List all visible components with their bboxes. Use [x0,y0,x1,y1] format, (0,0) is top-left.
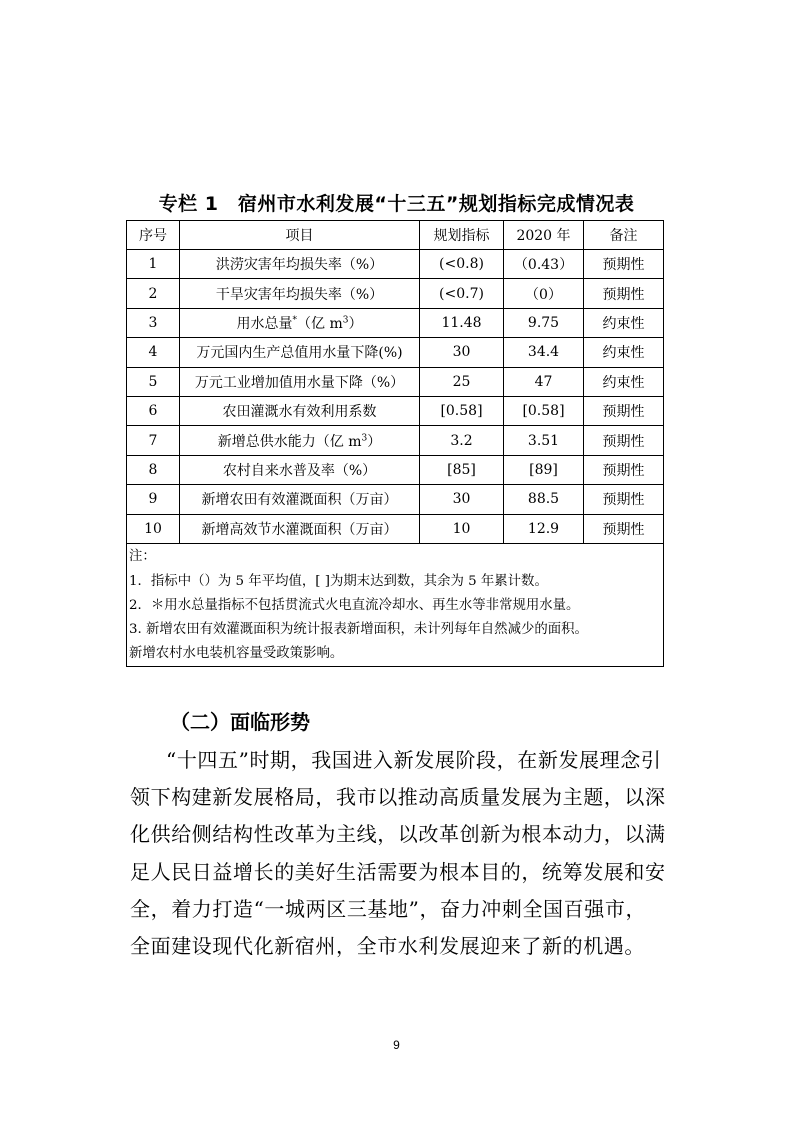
row-no: 5 [127,367,180,396]
row-actual: [89] [504,455,584,484]
table-row [127,367,664,396]
row-item [180,308,420,337]
note-label: 注： [129,548,156,564]
row-item-power: 3 [342,315,349,326]
header-target: 规划指标 [420,221,504,250]
table-title: 专栏 1 宿州市水利发展“十三五”规划指标完成情况表 [158,193,635,215]
indicator-table [126,220,664,667]
row-item-unit: （亿 m [297,315,343,332]
row-actual: 34.4 [504,338,584,367]
header-item: 项目 [180,221,420,250]
table-row [127,308,664,337]
row-target: 10 [420,514,504,543]
row-note: 预期性 [584,279,664,308]
header-actual: 2020 年 [504,221,584,250]
table-row [127,426,664,455]
row-note: 预期性 [584,485,664,514]
row-item: 新增高效节水灌溉面积（万亩） [180,514,420,543]
row-item-power: 3 [361,432,368,443]
row-note: 约束性 [584,308,664,337]
table-row [127,455,664,484]
row-target: 30 [420,338,504,367]
row-no: 10 [127,514,180,543]
header-no: 序号 [127,221,180,250]
row-note: 预期性 [584,514,664,543]
row-note: 预期性 [584,455,664,484]
paragraph-line: “十四五”时期，我国进入新发展阶段，在新发展理念引 [166,748,662,772]
header-note: 备注 [584,221,664,250]
table-row [127,279,664,308]
row-no: 8 [127,455,180,484]
row-target: 25 [420,367,504,396]
section-heading: （二）面临形势 [170,710,310,734]
row-item-text: 用水总量 [236,315,293,332]
row-item: 干旱灾害年均损失率（%） [180,279,420,308]
row-actual: 12.9 [504,514,584,543]
row-item-close: ） [348,315,363,332]
table-row [127,514,664,543]
note-line: 2．＊用水总量指标不包括贯流式火电直流冷却水、再生水等非常规用水量。 [129,597,580,613]
row-target: (<0.7) [420,279,504,308]
row-item-text: 新增总供水能力（亿 m [217,433,362,450]
row-item-close: ） [367,433,382,450]
row-actual: 9.75 [504,308,584,337]
table-notes [127,543,664,666]
table-header-row [127,221,664,250]
row-note: 约束性 [584,367,664,396]
row-item: 新增农田有效灌溉面积（万亩） [180,485,420,514]
paragraph-line: 领下构建新发展格局，我市以推动高质量发展为主题，以深 [130,785,666,810]
note-line: 1．指标中（）为 5 年平均值，[ ]为期末达到数，其余为 5 年累计数。 [129,573,548,589]
paragraph-line: 全，着力打造“一城两区三基地”，奋力冲刺全国百强市， [130,896,647,921]
row-target: 3.2 [420,426,504,455]
table-notes-row [127,543,664,666]
row-item [180,426,420,455]
row-item: 万元国内生产总值用水量下降(%) [180,338,420,367]
row-actual: 47 [504,367,584,396]
row-note: 预期性 [584,250,664,279]
row-actual: （0.43） [504,250,584,279]
table-row [127,338,664,367]
row-target: [0.58] [420,396,504,425]
row-no: 4 [127,338,180,367]
paragraph-line: 全面建设现代化新宿州，全市水利发展迎来了新的机遇。 [130,934,645,959]
row-target: (<0.8) [420,250,504,279]
page-number: 9 [393,1038,400,1052]
row-actual: 3.51 [504,426,584,455]
table-row [127,485,664,514]
row-actual: （0） [504,279,584,308]
body-paragraph [130,742,670,965]
row-actual: 88.5 [504,485,584,514]
row-note: 预期性 [584,396,664,425]
row-target: 30 [420,485,504,514]
note-line: 新增农村水电装机容量受政策影响。 [129,645,344,661]
row-no: 7 [127,426,180,455]
table-row [127,250,664,279]
row-item: 农田灌溉水有效利用系数 [180,396,420,425]
row-no: 1 [127,250,180,279]
table-row [127,396,664,425]
row-actual: [0.58] [504,396,584,425]
row-note: 预期性 [584,426,664,455]
row-no: 2 [127,279,180,308]
row-item: 农村自来水普及率（%） [180,455,420,484]
row-target: 11.48 [420,308,504,337]
row-item: 洪涝灾害年均损失率（%） [180,250,420,279]
paragraph-line: 化供给侧结构性改革为主线，以改革创新为根本动力，以满 [130,822,666,847]
row-note: 约束性 [584,338,664,367]
row-no: 6 [127,396,180,425]
row-item: 万元工业增加值用水量下降（%） [180,367,420,396]
row-no: 9 [127,485,180,514]
row-no: 3 [127,308,180,337]
row-target: [85] [420,455,504,484]
paragraph-line: 足人民日益增长的美好生活需要为根本目的，统筹发展和安 [130,859,666,884]
note-line: 3. 新增农田有效灌溉面积为统计报表新增面积，未计列每年自然减少的面积。 [129,621,588,637]
row-item-mark: * [292,315,298,326]
